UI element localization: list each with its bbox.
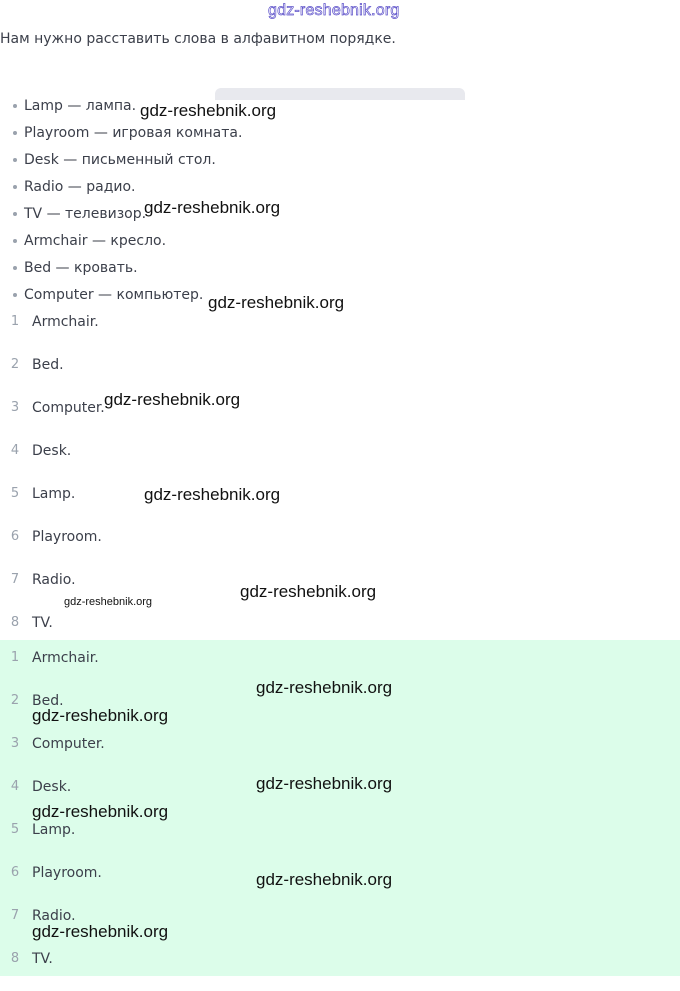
item-number: 5 [10, 486, 20, 501]
list-item [0, 733, 680, 776]
item-word: Playroom. [32, 865, 102, 881]
bullet-icon [13, 266, 17, 270]
item-number: 3 [10, 400, 20, 415]
list-item [0, 483, 680, 526]
watermark: gdz-reshebnik.org [64, 596, 153, 608]
item-word: TV. [32, 951, 53, 967]
item-word: Bed. [32, 357, 64, 373]
vocab-text: Bed — кровать. [24, 260, 138, 276]
list-item [0, 819, 680, 862]
vocab-text: Desk — письменный стол. [24, 152, 216, 168]
vocab-text: Playroom — игровая комната. [24, 125, 243, 141]
item-number: 4 [10, 779, 20, 794]
vocab-text: Lamp — лампа. [24, 98, 137, 114]
list-item [0, 95, 680, 122]
item-word: Lamp. [32, 822, 76, 838]
bullet-icon [13, 185, 17, 189]
watermark: gdz-reshebnik.org [140, 101, 277, 120]
list-item [0, 176, 680, 203]
vocab-text: Armchair — кресло. [24, 233, 167, 249]
watermark: gdz-reshebnik.org [256, 870, 393, 889]
watermark: gdz-reshebnik.org [144, 485, 281, 504]
item-number: 6 [10, 529, 20, 544]
item-word: Desk. [32, 779, 72, 795]
item-word: Lamp. [32, 486, 76, 502]
list-item [0, 203, 680, 230]
item-word: Computer. [32, 400, 105, 416]
watermark: gdz-reshebnik.org [32, 802, 169, 821]
item-word: Armchair. [32, 314, 99, 330]
list-item [0, 122, 680, 149]
item-word: Bed. [32, 693, 64, 709]
item-word: Computer. [32, 736, 105, 752]
watermark: gdz-reshebnik.org [208, 293, 345, 312]
item-word: Armchair. [32, 650, 99, 666]
watermark: gdz-reshebnik.org [32, 922, 169, 941]
list-item [0, 311, 680, 354]
list-item [0, 948, 680, 991]
watermark: gdz-reshebnik.org [104, 390, 241, 409]
item-number: 8 [10, 615, 20, 630]
watermark: gdz-reshebnik.org [240, 582, 377, 601]
item-word: Playroom. [32, 529, 102, 545]
item-number: 2 [10, 693, 20, 708]
watermark: gdz-reshebnik.org [256, 678, 393, 697]
vocab-text: Computer — компьютер. [24, 287, 204, 303]
item-number: 2 [10, 357, 20, 372]
item-number: 6 [10, 865, 20, 880]
list-item [0, 149, 680, 176]
list-item [0, 230, 680, 257]
item-number: 1 [10, 650, 20, 665]
list-item [0, 257, 680, 284]
item-number: 7 [10, 908, 20, 923]
item-number: 3 [10, 736, 20, 751]
item-word: Desk. [32, 443, 72, 459]
item-number: 5 [10, 822, 20, 837]
bullet-icon [13, 239, 17, 243]
list-item [0, 440, 680, 483]
item-number: 8 [10, 951, 20, 966]
vocab-list [0, 95, 680, 311]
watermark: gdz-reshebnik.org [32, 706, 169, 725]
bullet-icon [13, 293, 17, 297]
item-word: TV. [32, 615, 53, 631]
vocab-text: Radio — радио. [24, 179, 136, 195]
list-item [0, 526, 680, 569]
item-number: 1 [10, 314, 20, 329]
watermark: gdz-reshebnik.org [144, 198, 281, 217]
item-number: 7 [10, 572, 20, 587]
list-item [0, 354, 680, 397]
bullet-icon [13, 212, 17, 216]
watermark: gdz-reshebnik.org [256, 774, 393, 793]
item-word: Radio. [32, 572, 76, 588]
item-word: Radio. [32, 908, 76, 924]
bullet-icon [13, 131, 17, 135]
list-item [0, 397, 680, 440]
bullet-icon [13, 158, 17, 162]
vocab-text: TV — телевизор. [24, 206, 147, 222]
task-intro: Нам нужно расставить слова в алфавитном порядке. [0, 31, 396, 47]
item-number: 4 [10, 443, 20, 458]
site-watermark-top: gdz-reshebnik.org [268, 2, 400, 19]
bullet-icon [13, 104, 17, 108]
